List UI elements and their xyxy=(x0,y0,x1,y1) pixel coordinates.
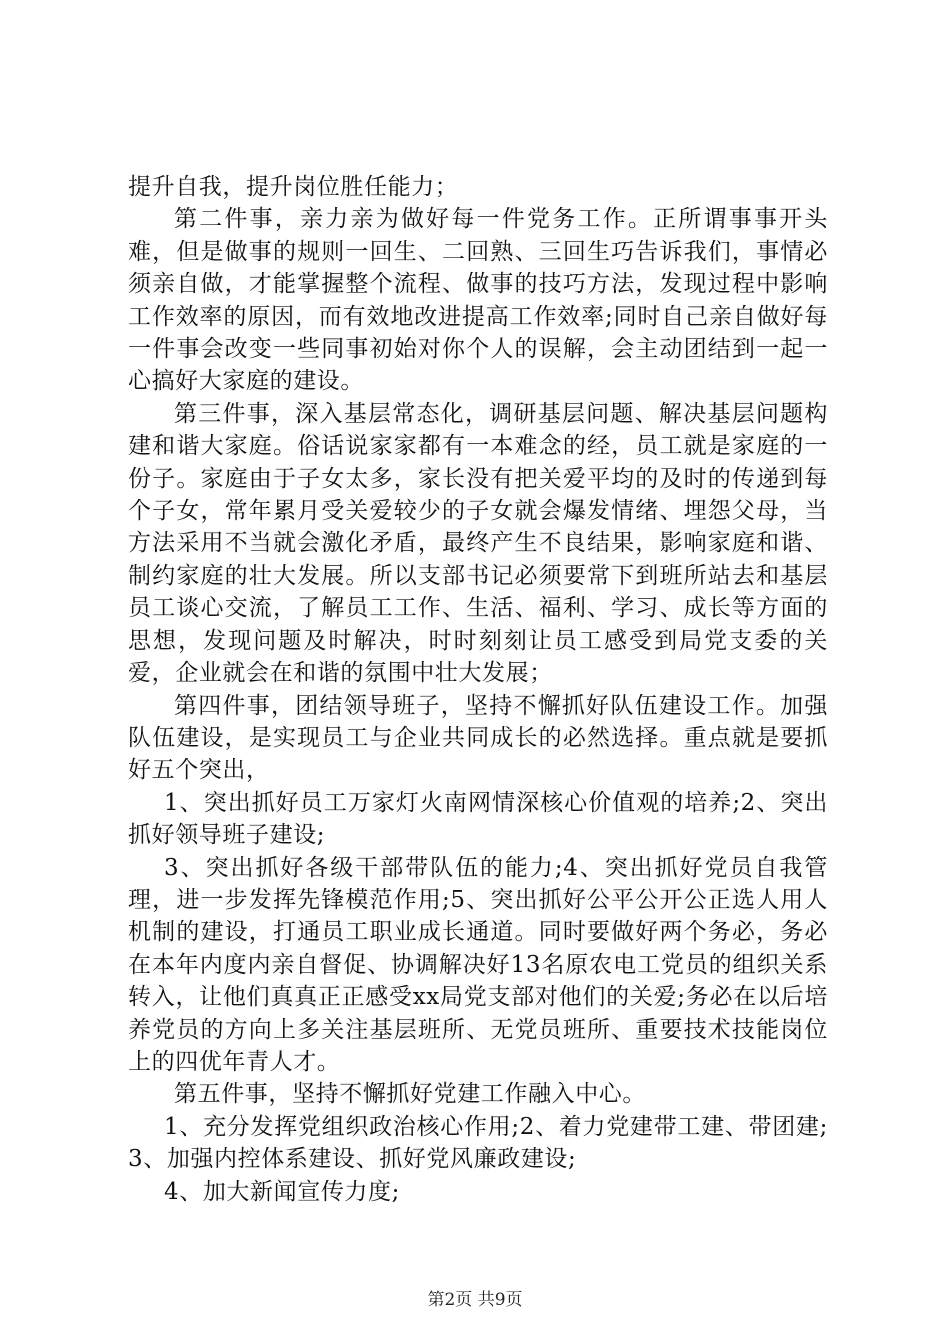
paragraph-3: 第三件事，深入基层常态化，调研基层问题、解决基层问题构建和谐大家庭。俗话说家家都有一本难念的经，员工就是家庭的一份子。家庭由于子女太多，家长没有把关爱平均的及时的传递到每个子女，常年累月受关爱较少的子女就会爆发情绪、埋怨父母，当方法采用不当就会激化矛盾，最终产生不良结果，影响家庭和谐、制约家庭的壮大发展。所以支部书记必须要常下到班所站去和基层员工谈心交流，了解员工工作、生活、福利、学习、成长等方面的思想，发现问题及时解决，时时刻刻让员工感受到局党支委的关爱，企业就会在和谐的氛围中壮大发展； xyxy=(128,400,828,687)
paragraph-2: 第二件事，亲力亲为做好每一件党务工作。正所谓事事开头难，但是做事的规则一回生、二回熟、三回生巧告诉我们，事情必须亲自做，才能掌握整个流程、做事的技巧方法，发现过程中影响工作效率的原因，而有效地改进提高工作效率;同时自己亲自做好每一件事会改变一些同事初始对你个人的误解，会主动团结到一起一心搞好大家庭的建设。 xyxy=(128,206,828,395)
page-number-footer: 第2页 共9页 xyxy=(427,1290,523,1310)
paragraph-5: 1、突出抓好员工万家灯火南网情深核心价值观的培养;2、突出抓好领导班子建设; xyxy=(128,789,828,849)
paragraph-7: 第五件事，坚持不懈抓好党建工作融入中心。 xyxy=(174,1081,646,1108)
paragraph-4: 第四件事，团结领导班子，坚持不懈抓好队伍建设工作。加强队伍建设，是实现员工与企业共同成长的必然选择。重点就是要抓好五个突出， xyxy=(128,692,828,784)
paragraph-6: 3、突出抓好各级干部带队伍的能力;4、突出抓好党员自我管理，进一步发挥先锋模范作用;5、突出抓好公平公开公正选人用人机制的建设，打通员工职业成长通道。同时要做好两个务必，务必在本年内度内亲自督促、协调解决好13名原农电工党员的组织关系转入，让他们真真正正感受xx局党支部对他们的关爱;务必在以后培养党员的方向上多关注基层班所、无党员班所、重要技术技能岗位上的四优年青人才。 xyxy=(128,854,828,1075)
paragraph-8: 1、充分发挥党组织政治核心作用;2、着力党建带工建、带团建;3、加强内控体系建设、抓好党风廉政建设; xyxy=(128,1113,828,1173)
paragraph-9: 4、加大新闻宣传力度; xyxy=(164,1178,400,1205)
document-body xyxy=(128,171,828,1208)
paragraph-1: 提升自我，提升岗位胜任能力； xyxy=(128,174,459,200)
